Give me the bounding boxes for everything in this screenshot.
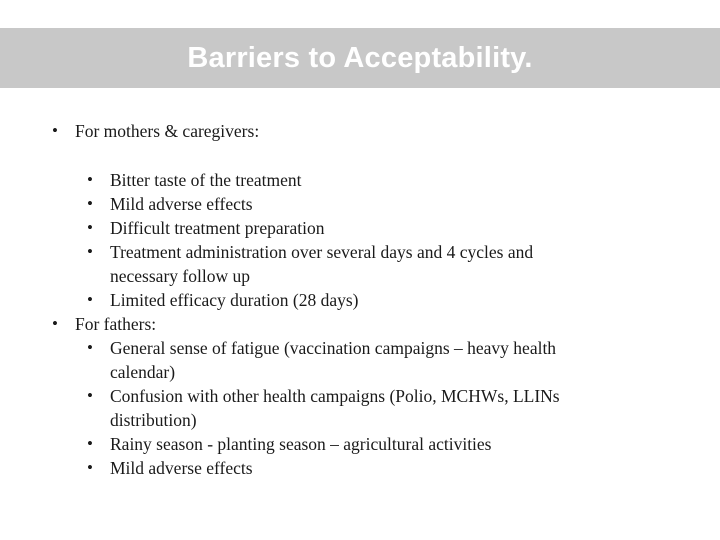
bullet-icon: • <box>87 194 93 213</box>
list-item: Rainy season - planting season – agricultural activities <box>110 434 492 454</box>
bullet-icon: • <box>87 458 93 477</box>
section-heading-mothers: For mothers & caregivers: <box>75 121 260 141</box>
list-item-line-1: Confusion with other health campaigns (Polio, MCHWs, LLINs <box>110 386 560 406</box>
list-item-line-2: calendar) <box>110 362 176 382</box>
list-item: Mild adverse effects <box>110 194 253 214</box>
list-item-line-2: necessary follow up <box>110 266 250 286</box>
bullet-icon: • <box>87 170 93 189</box>
bullet-icon: • <box>52 121 58 140</box>
list-item-line-1: General sense of fatigue (vaccination campaigns – heavy health <box>110 338 557 358</box>
bullet-icon: • <box>87 434 93 453</box>
bullet-icon: • <box>87 218 93 237</box>
bullet-icon: • <box>87 290 93 309</box>
bullet-icon: • <box>87 386 93 405</box>
section-heading-fathers: For fathers: <box>75 314 157 334</box>
list-item-line-2: distribution) <box>110 410 197 430</box>
list-item: Difficult treatment preparation <box>110 218 325 238</box>
bullet-icon: • <box>87 338 93 357</box>
slide-title: Barriers to Acceptability. <box>187 41 533 74</box>
bullet-icon: • <box>52 314 58 333</box>
bullet-icon: • <box>87 242 93 261</box>
list-item: Bitter taste of the treatment <box>110 170 302 190</box>
list-item: Limited efficacy duration (28 days) <box>110 290 359 310</box>
list-item: Mild adverse effects <box>110 458 253 478</box>
list-item-line-1: Treatment administration over several days and 4 cycles and <box>110 242 534 262</box>
